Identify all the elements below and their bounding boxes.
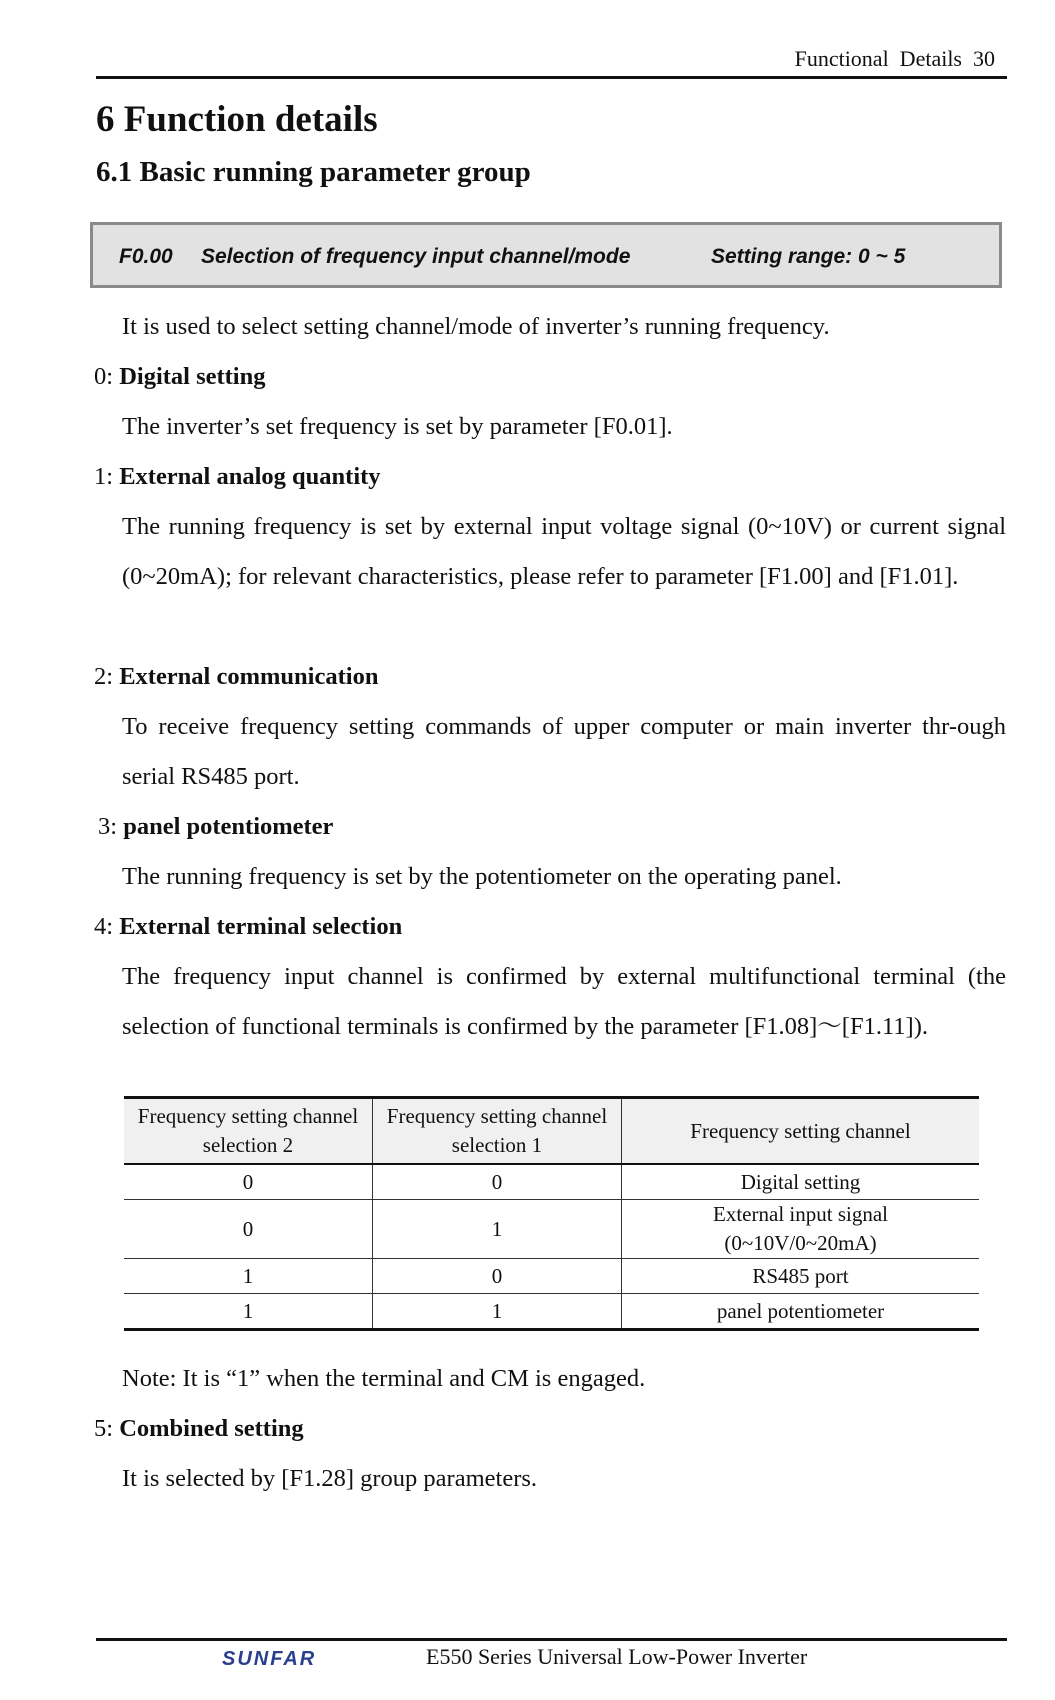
table-cell: 0 [124, 1164, 373, 1200]
table-row [124, 1294, 979, 1330]
table-cell: Digital setting [622, 1164, 980, 1200]
option-0-number: 0: [94, 363, 120, 390]
table-cell: 1 [373, 1200, 622, 1259]
chapter-title: 6 Function details [96, 99, 378, 140]
option-3-heading [98, 802, 333, 852]
option-4-label: External terminal selection [119, 913, 403, 940]
table-cell: 0 [373, 1259, 622, 1294]
table-row [124, 1164, 979, 1200]
footer-rule [96, 1638, 1007, 1641]
table-row [124, 1259, 979, 1294]
table-cell: 1 [373, 1294, 622, 1330]
sunfar-logo: SUNFAR [222, 1648, 317, 1670]
table-cell: 0 [373, 1164, 622, 1200]
option-1-number: 1: [94, 463, 120, 490]
section-title: 6.1 Basic running parameter group [96, 156, 531, 188]
option-5-description: It is selected by [F1.28] group parameters. [122, 1465, 538, 1492]
column-header: Frequency setting channel [622, 1098, 980, 1165]
option-0-description: The inverter’s set frequency is set by parameter [F0.01]. [122, 413, 673, 440]
table-cell: RS485 port [622, 1259, 980, 1294]
option-4-heading [94, 902, 402, 952]
option-2-description: To receive frequency setting commands of upper computer or main inverter thr-ough serial RS485 port. [122, 713, 1006, 790]
option-1-heading [94, 452, 381, 502]
table-cell: 0 [124, 1200, 373, 1259]
parameter-code: F0.00 [119, 245, 173, 268]
option-2-number: 2: [94, 663, 120, 690]
column-header: Frequency setting channel selection 1 [373, 1098, 622, 1165]
option-3-description: The running frequency is set by the potentiometer on the operating panel. [122, 863, 842, 890]
table-row [124, 1200, 979, 1259]
option-2-heading [94, 652, 378, 702]
option-4-number: 4: [94, 913, 120, 940]
table-cell: External input signal (0~10V/0~20mA) [622, 1200, 980, 1259]
parameter-box [90, 222, 1002, 288]
option-5-heading [94, 1404, 304, 1454]
option-0-label: Digital setting [119, 363, 266, 390]
footer-title: E550 Series Universal Low-Power Inverter [426, 1644, 808, 1669]
option-3-label: panel potentiometer [123, 813, 334, 840]
option-0-heading [94, 352, 266, 402]
note-text: Note: It is “1” when the terminal and CM is engaged. [122, 1365, 646, 1392]
intro-paragraph: It is used to select setting channel/mode of inverter’s running frequency. [122, 313, 830, 340]
table-cell: 1 [124, 1294, 373, 1330]
table-header-row [124, 1098, 979, 1165]
header-rule [96, 76, 1007, 79]
table-cell: 1 [124, 1259, 373, 1294]
column-header: Frequency setting channel selection 2 [124, 1098, 373, 1165]
option-1-label: External analog quantity [119, 463, 381, 490]
option-5-number: 5: [94, 1415, 120, 1442]
parameter-range: Setting range: 0 ~ 5 [711, 245, 906, 268]
option-2-label: External communication [119, 663, 379, 690]
option-4-description: The frequency input channel is confirmed by external multifunctional terminal (the selection of functional terminals is confirmed by the parameter [F1.08]～[F1.11]). [122, 963, 1006, 1040]
running-header: Functional Details 30 [794, 46, 995, 71]
option-5-label: Combined setting [119, 1415, 304, 1442]
parameter-name: Selection of frequency input channel/mode [201, 245, 631, 268]
frequency-channel-table [124, 1096, 979, 1331]
option-1-description: The running frequency is set by external input voltage signal (0~10V) or current signal (0~20mA); for relevant characteristics, please refer to parameter [F1.00] and [F1.01]. [122, 513, 1006, 590]
option-3-number: 3: [98, 813, 124, 840]
table-cell: panel potentiometer [622, 1294, 980, 1330]
